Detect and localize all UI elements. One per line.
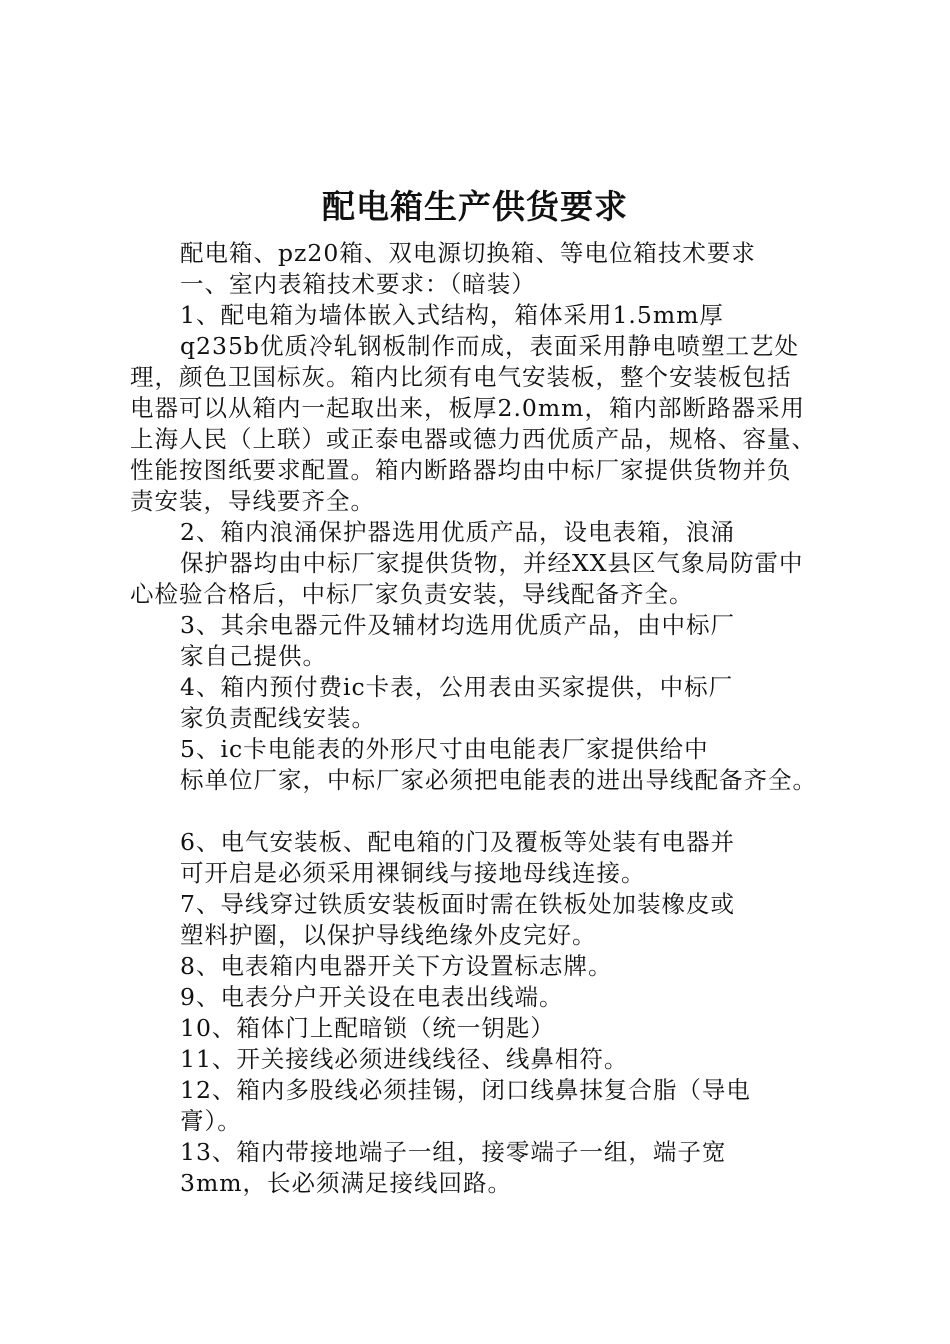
paragraph-line: 12、箱内多股线必须挂锡，闭口线鼻抹复合脂（导电	[180, 1076, 751, 1104]
paragraph-line: 一、室内表箱技术要求：（暗装）	[180, 270, 536, 298]
document-title: 配电箱生产供货要求	[322, 187, 628, 226]
paragraph-line: 可开启是必须采用裸铜线与接地母线连接。	[180, 859, 646, 887]
paragraph-line: q235b优质冷轧钢板制作而成，表面采用静电喷塑工艺处	[180, 332, 799, 360]
paragraph-line: 4、箱内预付费ic卡表，公用表由买家提供，中标厂	[180, 673, 734, 701]
paragraph-line: 10、箱体门上配暗锁（统一钥匙）	[180, 1014, 555, 1042]
paragraph-line: 上海人民（上联）或正泰电器或德力西优质产品，规格、容量、	[130, 425, 816, 453]
paragraph-line: 3、其余电器元件及辅材均选用优质产品，由中标厂	[180, 611, 735, 639]
paragraph-line: 家负责配线安装。	[180, 704, 376, 732]
paragraph-line: 7、导线穿过铁质安装板面时需在铁板处加装橡皮或	[180, 890, 735, 918]
paragraph-line: 2、箱内浪涌保护器选用优质产品，设电表箱，浪涌	[180, 518, 735, 546]
paragraph-line: 13、箱内带接地端子一组，接零端子一组，端子宽	[180, 1138, 727, 1166]
paragraph-line: 家自己提供。	[180, 642, 327, 670]
paragraph-line: 责安装，导线要齐全。	[130, 487, 375, 515]
paragraph-line: 心检验合格后，中标厂家负责安装，导线配备齐全。	[130, 580, 694, 608]
paragraph-line: 保护器均由中标厂家提供货物，并经XX县区气象局防雷中	[180, 549, 804, 577]
paragraph-line: 3mm，长必须满足接线回路。	[180, 1169, 513, 1197]
paragraph-line: 11、开关接线必须进线线径、线鼻相符。	[180, 1045, 629, 1073]
paragraph-line: 9、电表分户开关设在电表出线端。	[180, 983, 564, 1011]
paragraph-line: 1、配电箱为墙体嵌入式结构，箱体采用1.5mm厚	[180, 301, 724, 329]
paragraph-line: 8、电表箱内电器开关下方设置标志牌。	[180, 952, 613, 980]
paragraph-line: 6、电气安装板、配电箱的门及覆板等处装有电器并	[180, 828, 735, 856]
paragraph-line: 塑料护圈，以保护导线绝缘外皮完好。	[180, 921, 597, 949]
paragraph-line: 标单位厂家，中标厂家必须把电能表的进出导线配备齐全。	[180, 766, 817, 794]
paragraph-line: 电器可以从箱内一起取出来，板厚2.0mm，箱内部断路器采用	[130, 394, 805, 422]
paragraph-line: 性能按图纸要求配置。箱内断路器均由中标厂家提供货物并负	[130, 456, 792, 484]
paragraph-line: 理，颜色卫国标灰。箱内比须有电气安装板，整个安装板包括	[130, 363, 792, 391]
paragraph-line: 5、ic卡电能表的外形尺寸由电能表厂家提供给中	[180, 735, 709, 763]
paragraph-line: 配电箱、pz20箱、双电源切换箱、等电位箱技术要求	[180, 239, 756, 267]
paragraph-line: 膏）。	[180, 1107, 242, 1135]
